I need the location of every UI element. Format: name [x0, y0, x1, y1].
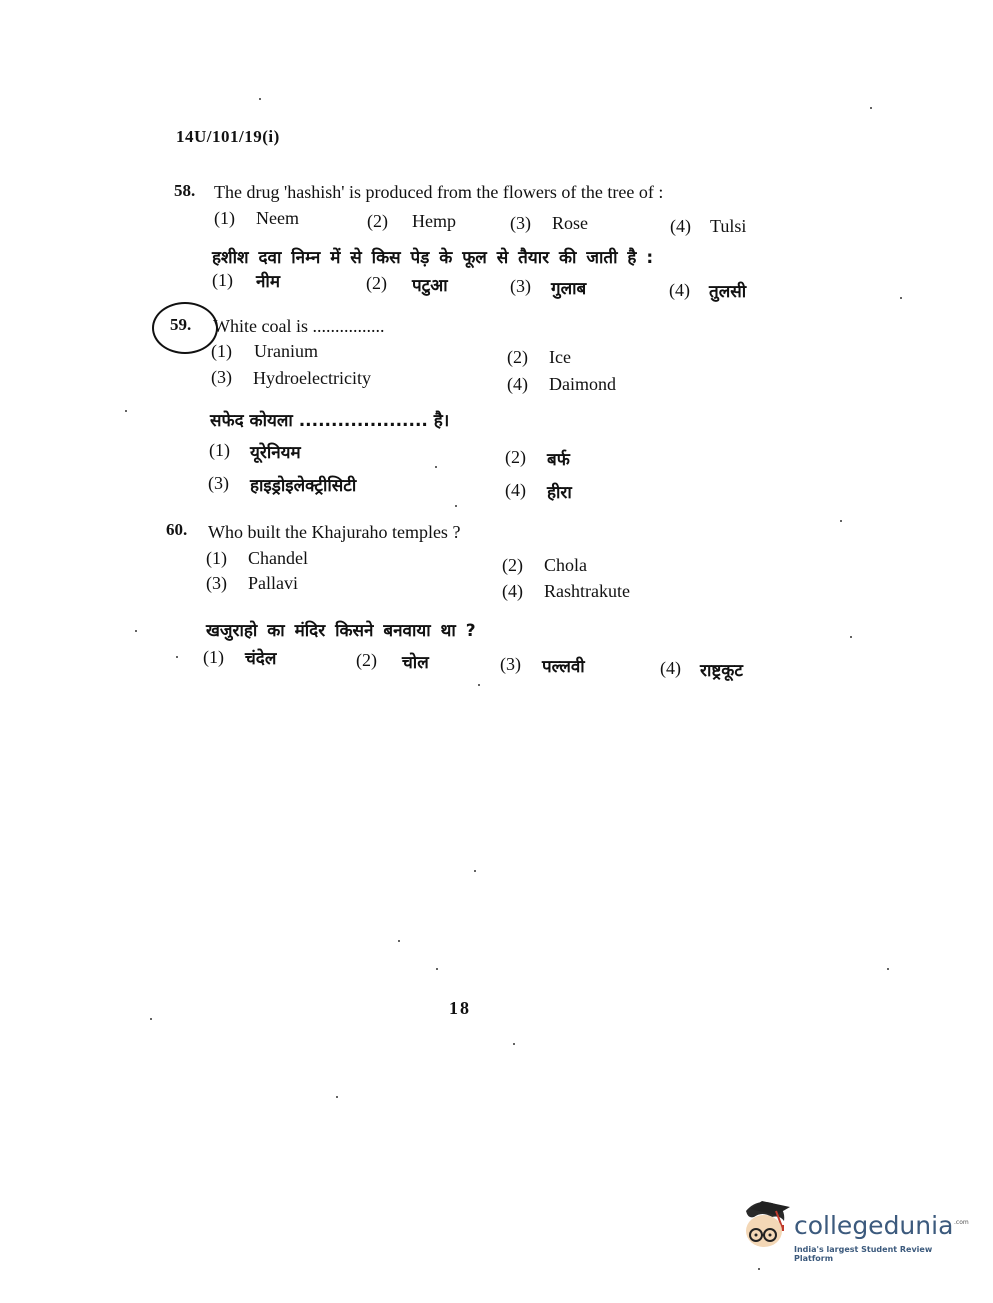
- brand-tagline: India's largest Student Review Platform: [794, 1245, 933, 1263]
- scan-speck: [435, 466, 437, 468]
- scan-speck: [150, 1018, 152, 1020]
- option-number: (4): [502, 581, 523, 601]
- option-text-hindi: चंदेल: [245, 649, 277, 669]
- scan-speck: [513, 1043, 515, 1045]
- option-text: Chola: [544, 555, 587, 575]
- option-number: (1): [206, 548, 227, 568]
- option-text: Ice: [549, 347, 571, 367]
- option-number: (2): [356, 650, 377, 670]
- option-text-hindi: तुलसी: [709, 282, 747, 302]
- scan-speck: [478, 684, 480, 686]
- collegedunia-watermark: [736, 1197, 969, 1267]
- option-number: (4): [507, 374, 528, 394]
- scan-speck: [125, 410, 127, 412]
- option-number: (2): [502, 555, 523, 575]
- option-text: Uranium: [254, 341, 318, 361]
- option-text: Pallavi: [248, 573, 298, 593]
- option-text: Rose: [552, 213, 588, 233]
- option-text: Daimond: [549, 374, 616, 394]
- option-number: (1): [211, 341, 232, 361]
- option-text-hindi: हीरा: [547, 483, 572, 503]
- scan-speck: [850, 636, 852, 638]
- question-text: The drug 'hashish' is produced from the flowers of the tree of :: [214, 182, 664, 202]
- option-number: (1): [203, 647, 224, 667]
- option-number: (4): [669, 280, 690, 300]
- option-number: (3): [208, 473, 229, 493]
- option-number: (3): [510, 276, 531, 296]
- option-number: (2): [366, 273, 387, 293]
- option-number: (3): [206, 573, 227, 593]
- option-text: Chandel: [248, 548, 308, 568]
- option-number: (2): [507, 347, 528, 367]
- scan-speck: [840, 520, 842, 522]
- option-number: (4): [660, 658, 681, 678]
- paper-code: 14U/101/19(i): [176, 127, 280, 146]
- scan-speck: [176, 656, 178, 658]
- option-number: (1): [212, 270, 233, 290]
- scan-speck: [336, 1096, 338, 1098]
- scan-speck: [259, 98, 261, 100]
- mascot-logo-icon: [736, 1197, 792, 1257]
- option-text-hindi: पटुआ: [412, 276, 448, 296]
- option-text-hindi: यूरेनियम: [250, 443, 301, 463]
- option-text-hindi: पल्लवी: [542, 657, 585, 677]
- option-text-hindi: राष्ट्रकूट: [700, 661, 743, 681]
- question-text-hindi: सफेद कोयला .................... है।: [210, 411, 450, 431]
- question-number: 60.: [166, 520, 188, 539]
- option-number: (2): [367, 211, 388, 231]
- option-text: Hemp: [412, 211, 456, 231]
- option-number: (3): [510, 213, 531, 233]
- scan-speck: [135, 630, 137, 632]
- scan-speck: [455, 505, 457, 507]
- option-number: (1): [209, 440, 230, 460]
- scan-speck: [870, 107, 872, 109]
- option-text-hindi: बर्फ: [547, 450, 570, 470]
- option-number: (2): [505, 447, 526, 467]
- page-number: 18: [449, 998, 471, 1018]
- question-number: 59.: [170, 315, 192, 334]
- question-text: Who built the Khajuraho temples ?: [208, 522, 461, 542]
- option-number: (3): [211, 367, 232, 387]
- brand-suffix: .com: [954, 1219, 969, 1226]
- scan-speck: [398, 940, 400, 942]
- question-text-hindi: खजुराहो का मंदिर किसने बनवाया था ?: [206, 621, 476, 641]
- option-number: (4): [670, 216, 691, 236]
- option-text-hindi: नीम: [256, 272, 281, 292]
- scan-speck: [436, 968, 438, 970]
- question-text: White coal is ................: [213, 316, 385, 336]
- question-number: 58.: [174, 181, 196, 200]
- option-number: (1): [214, 208, 235, 228]
- scan-speck: [887, 968, 889, 970]
- scan-speck: [900, 297, 902, 299]
- option-text: Hydroelectricity: [253, 368, 371, 388]
- scan-speck: [758, 1268, 760, 1270]
- question-text-hindi: हशीश दवा निम्न में से किस पेड़ के फूल से तैयार की जाती है :: [212, 248, 654, 268]
- option-text: Neem: [256, 208, 299, 228]
- scan-speck: [474, 870, 476, 872]
- option-text: Rashtrakute: [544, 581, 630, 601]
- brand-name: collegedunia: [794, 1211, 954, 1240]
- option-number: (3): [500, 654, 521, 674]
- option-text-hindi: गुलाब: [551, 279, 587, 299]
- option-text-hindi: हाइड्रोइलेक्ट्रीसिटी: [250, 476, 357, 496]
- option-number: (4): [505, 480, 526, 500]
- option-text-hindi: चोल: [402, 653, 429, 673]
- option-text: Tulsi: [710, 216, 747, 236]
